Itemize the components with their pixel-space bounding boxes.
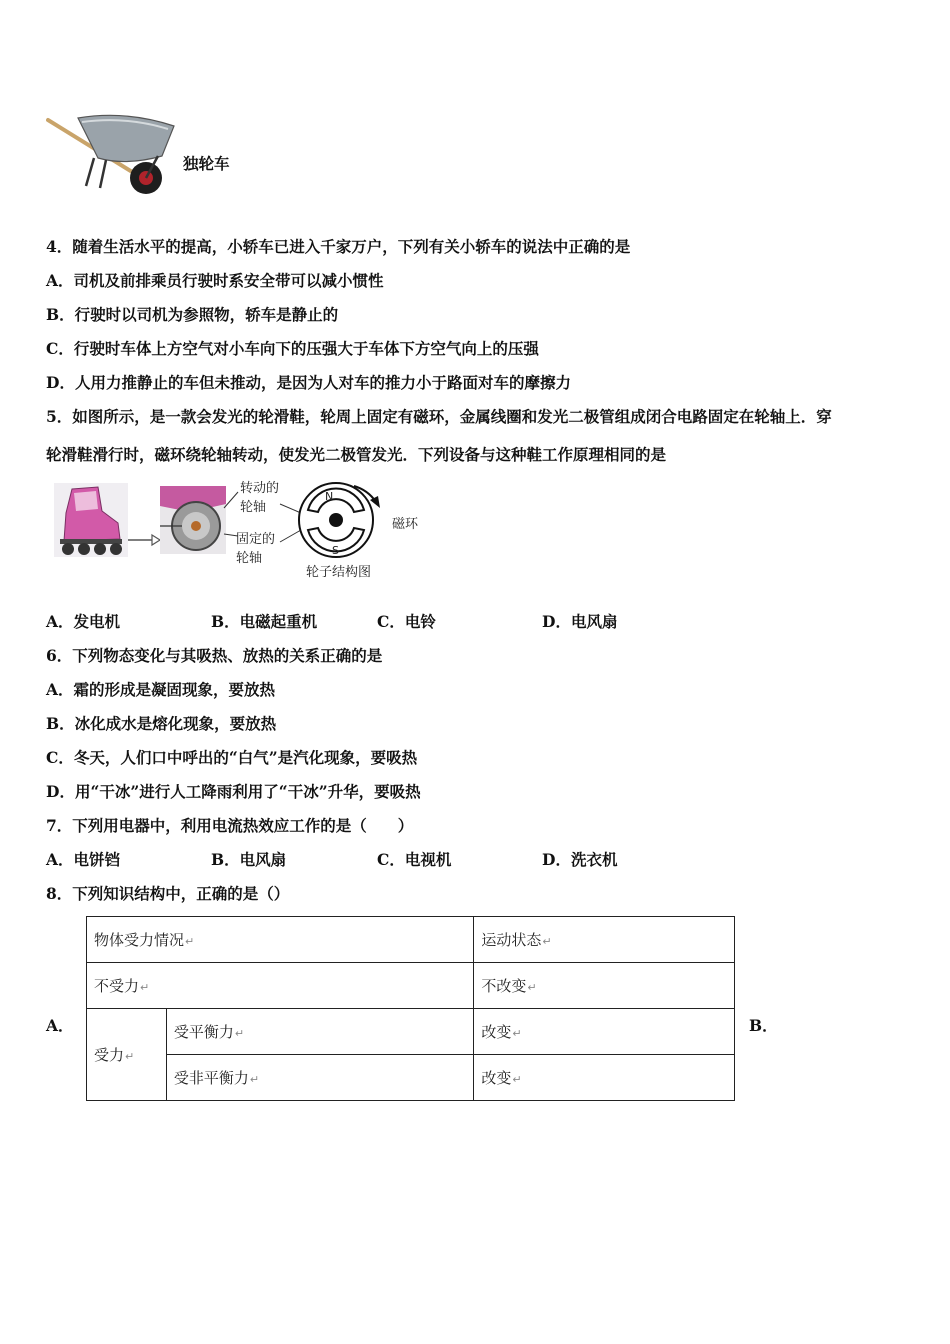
q5-stem-line2: 轮滑鞋滑行时，磁环绕轮轴转动，使发光二极管发光．下列设备与这种鞋工作原理相同的是 [46,445,667,464]
q4-option-c: C．行驶时车体上方空气对小车向下的压强大于车体下方空气向上的压强 [46,339,539,358]
table-cell [87,917,474,963]
paragraph-mark: ↵ [249,1073,260,1086]
paragraph-mark: ↵ [185,935,195,948]
label-north-pole: N [325,490,334,503]
cell-unchanged: 不改变 [481,977,527,995]
wheel-structure-caption: 轮子结构图 [306,565,372,580]
cell-changed: 改变 [481,1023,512,1041]
table-cell [474,1055,735,1101]
paragraph-mark: ↵ [542,935,552,948]
q5-option-b: B．电磁起重机 [211,612,318,631]
table-cell [87,1009,167,1101]
table-row [87,1009,735,1055]
label-fixed-axle-2: 轮轴 [236,551,263,566]
table-row [87,1055,735,1101]
paragraph-mark: ↵ [125,1050,135,1063]
q7-option-d: D．洗衣机 [542,850,618,869]
q8-option-a-label: A． [46,1016,74,1035]
paragraph-mark: ↵ [140,981,150,994]
label-south-pole: S [332,544,339,557]
q5-option-a: A．发电机 [46,612,121,631]
q7-stem: 7．下列用电器中，利用电流热效应工作的是（ ） [46,816,414,835]
q4-option-a: A．司机及前排乘员行驶时系安全带可以减小惯性 [46,271,384,290]
wheel-structure-diagram [296,478,386,560]
roller-skate-photo [54,483,128,557]
wheelbarrow-image [46,108,178,198]
knowledge-structure-table [86,916,735,1101]
cell-forced: 受力 [94,1046,125,1064]
q6-option-a: A．霜的形成是凝固现象，要放热 [46,680,276,699]
table-cell [474,917,735,963]
label-rotating-axle-1: 转动的 [240,481,280,496]
q6-option-d: D．用“干冰”进行人工降雨利用了“干冰”升华，要吸热 [46,782,421,801]
q6-stem: 6．下列物态变化与其吸热、放热的关系正确的是 [46,646,383,665]
q6-option-b: B．冰化成水是熔化现象，要放热 [46,714,277,733]
cell-no-force: 不受力 [94,977,140,995]
paragraph-mark: ↵ [512,1073,522,1086]
q6-option-c: C．冬天，人们口中呼出的“白气”是汽化现象，要吸热 [46,748,418,767]
q4-stem: 4．随着生活水平的提高，小轿车已进入千家万户，下列有关小轿车的说法中正确的是 [46,237,631,256]
cell-unbalanced-force: 受非平衡力 [173,1069,249,1087]
table-cell [166,1009,474,1055]
q5-option-c: C．电铃 [377,612,436,631]
q4-option-b: B．行驶时以司机为参照物，轿车是静止的 [46,305,339,324]
label-magnetic-ring: 磁环 [392,517,419,532]
cell-balanced-force: 受平衡力 [173,1023,234,1041]
q8-option-b-label: B． [749,1016,778,1035]
q5-stem-line1: 5．如图所示，是一款会发光的轮滑鞋，轮周上固定有磁环，金属线圈和发光二极管组成闭合电路固定在轮轴上．穿 [46,407,832,426]
q5-option-d: D．电风扇 [542,612,618,631]
wheel-closeup-photo [160,486,226,554]
paragraph-mark: ↵ [512,1027,522,1040]
table-row [87,917,735,963]
cell-changed: 改变 [481,1069,512,1087]
q7-option-c: C．电视机 [377,850,452,869]
paragraph-mark: ↵ [234,1027,245,1040]
q8-stem: 8．下列知识结构中，正确的是（） [46,884,290,903]
table-cell [474,963,735,1009]
table-cell [474,1009,735,1055]
table-cell [166,1055,474,1101]
table-cell [87,963,474,1009]
q4-option-d: D．人用力推静止的车但未推动，是因为人对车的推力小于路面对车的摩擦力 [46,373,571,392]
q7-option-a: A．电饼铛 [46,850,121,869]
label-fixed-axle-1: 固定的 [236,532,276,547]
label-rotating-axle-2: 轮轴 [240,500,267,515]
wheelbarrow-caption: 独轮车 [183,154,230,173]
arrow-icon [128,533,162,547]
header-force-situation: 物体受力情况 [94,931,185,949]
q7-option-b: B．电风扇 [211,850,287,869]
header-motion-state: 运动状态 [481,931,542,949]
paragraph-mark: ↵ [527,981,537,994]
table-row [87,963,735,1009]
